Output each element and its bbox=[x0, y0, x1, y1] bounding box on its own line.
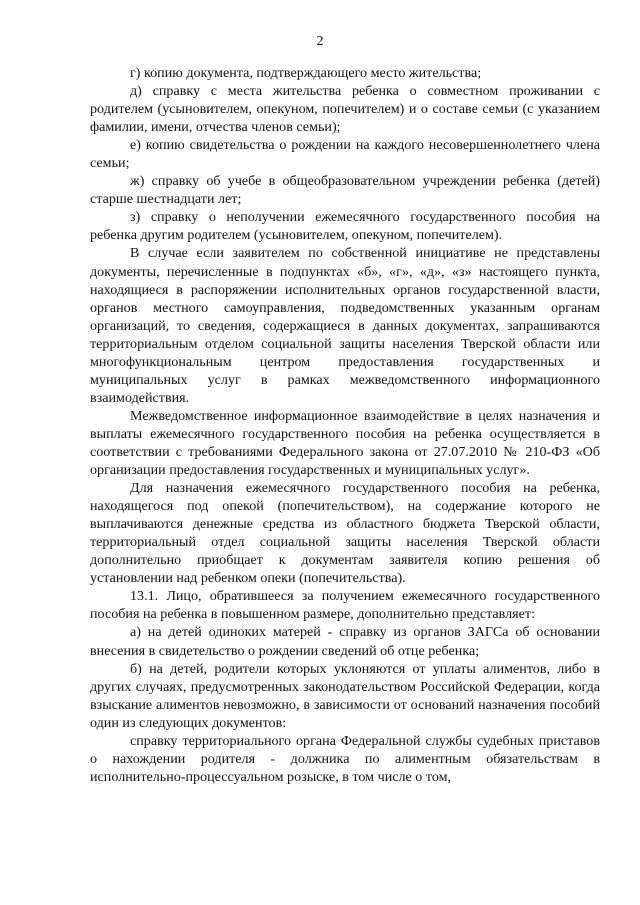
paragraph-section-13-1: 13.1. Лицо, обратившееся за получением ежемесячного государственного пособия на ребенка в повышенном размере, дополнительно представляет: bbox=[90, 588, 600, 623]
paragraph-item-d: д) справку с места жительства ребенка о совместном проживании с родителем (усыновителем, опекуном, попечителем) и о составе семьи (с указанием фамилии, имени, отчества членов семьи); bbox=[90, 83, 600, 136]
paragraph-item-zh: ж) справку об учебе в общеобразовательном учреждении ребенка (детей) старше шестнадцати лет; bbox=[90, 173, 600, 208]
paragraph-item-e: е) копию свидетельства о рождении на каждого несовершеннолетнего члена семьи; bbox=[90, 137, 600, 172]
paragraph-item-z: з) справку о неполучении ежемесячного государственного пособия на ребенка другим родителем (усыновителем, опекуном, попечителем). bbox=[90, 209, 600, 244]
paragraph-interagency-interaction: Межведомственное информационное взаимодействие в целях назначения и выплаты ежемесячного государственного пособия на ребенка осуществляется в соответствии с требованиями Федерального закона от 27.07.2010 № 210-ФЗ «Об организации предоставления государственных и муниципальных услуг». bbox=[90, 407, 600, 479]
document-body bbox=[90, 64, 600, 786]
paragraph-missing-documents: В случае если заявителем по собственной инициативе не представлены документы, перечисленные в подпунктах «б», «г», «д», «з» настоящего пункта, находящиеся в распоряжении исполнительных органов государственной власти, органов местного самоуправления, подведомственных указанным органам организаций, то сведения, содержащиеся в данных документах, запрашиваются территориальным отделом социальной защиты населения Тверской области или многофункциональным центром предоставления государственных и муниципальных услуг в рамках межведомственного информационного взаимодействия. bbox=[90, 245, 600, 406]
paragraph-item-g: г) копию документа, подтверждающего место жительства; bbox=[130, 65, 482, 81]
paragraph-guardianship: Для назначения ежемесячного государственного пособия на ребенка, находящегося под опекой (попечительством), на содержание которого не выплачиваются денежные средства из областного бюджета Тверской области, территориальный отдел социальной защиты населения Тверской области дополнительно приобщает к документам заявителя копию решения об установлении над ребенком опеки (попечительства). bbox=[90, 480, 600, 587]
paragraph-item-a: а) на детей одиноких матерей - справку из органов ЗАГСа об основании внесения в свидетельство о рождении сведений об отце ребенка; bbox=[90, 624, 600, 659]
page-number: 2 bbox=[316, 34, 324, 49]
paragraph-bailiff-certificate: справку территориального органа Федеральной службы судебных приставов о нахождении родителя - должника по алиментным обязательствам в исполнительно-процессуальном розыске, в том числе о том, bbox=[90, 732, 600, 785]
paragraph-item-b: б) на детей, родители которых уклоняются от уплаты алиментов, либо в других случаях, предусмотренных законодательством Российской Федерации, когда взыскание алиментов невозможно, в зависимости от оснований назначения пособий один из следующих документов: bbox=[90, 660, 600, 731]
